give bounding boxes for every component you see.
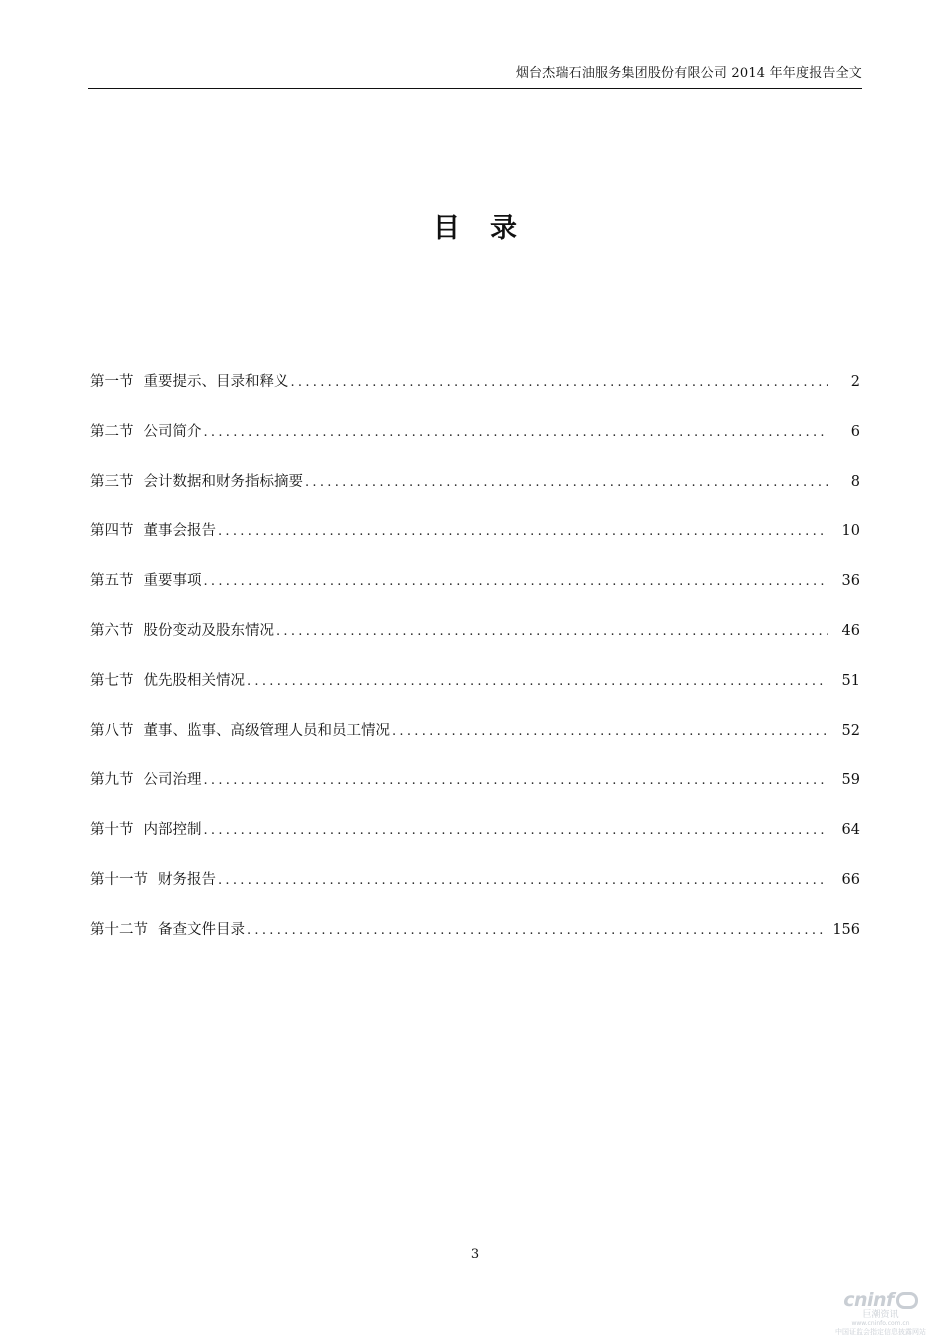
- toc-dot-leader: [247, 919, 826, 943]
- wave-icon: [896, 1292, 918, 1309]
- toc-section-title: 股份变动及股东情况: [143, 622, 274, 639]
- toc-section-title: 董事、监事、高级管理人员和员工情况: [143, 722, 390, 739]
- watermark-tagline: 中国证监会指定信息披露网站: [835, 1328, 926, 1336]
- toc-section-title: 备查文件目录: [158, 921, 245, 938]
- toc-section-number: 第二节: [90, 423, 134, 440]
- toc-page-number: 52: [841, 722, 860, 739]
- toc-page-number: 2: [850, 374, 860, 390]
- toc-page-number: 8: [850, 473, 860, 490]
- toc-dot-leader: [204, 769, 829, 793]
- toc-entry[interactable]: [90, 519, 860, 569]
- toc-section-number: 第十节: [90, 822, 134, 839]
- toc-dot-leader: [218, 520, 828, 544]
- toc-section-number: 第九节: [90, 772, 134, 789]
- toc-section-title: 会计数据和财务指标摘要: [143, 473, 303, 490]
- cninfo-watermark: [823, 1290, 938, 1340]
- running-header-text: 烟台杰瑞石油服务集团股份有限公司 2014 年年度报告全文: [515, 66, 862, 81]
- toc-page-number: 51: [841, 672, 860, 689]
- toc-section-title: 重要提示、目录和释义: [143, 374, 289, 390]
- running-header: [88, 62, 862, 89]
- toc-section-title: 财务报告: [158, 871, 216, 888]
- toc-page-number: 66: [841, 871, 860, 888]
- toc-section-title: 公司简介: [143, 423, 202, 440]
- toc-section-title: 重要事项: [143, 573, 202, 590]
- toc-page-number: 36: [841, 573, 860, 590]
- toc-page-number: 59: [841, 772, 860, 789]
- toc-dot-leader: [204, 819, 829, 843]
- toc-entry[interactable]: [90, 868, 860, 918]
- watermark-url: www.cninfo.com.cn: [851, 1320, 910, 1327]
- toc-page-number: 64: [841, 822, 860, 839]
- toc-entry[interactable]: [90, 569, 860, 619]
- toc-section-number: 第一节: [90, 374, 134, 390]
- toc-page-number: 46: [841, 622, 860, 639]
- toc-section-title: 内部控制: [143, 822, 202, 839]
- toc-dot-leader: [204, 570, 829, 594]
- toc-entry[interactable]: [90, 420, 860, 470]
- toc-section-number: 第三节: [90, 473, 134, 490]
- toc-dot-leader: [204, 421, 829, 445]
- toc-page-number: 6: [850, 423, 860, 440]
- toc-section-number: 第四节: [90, 523, 134, 540]
- toc-dot-leader: [291, 371, 829, 395]
- toc-section-number: 第七节: [90, 672, 134, 689]
- toc-page-number: 10: [841, 523, 860, 540]
- page-title: 目录: [433, 213, 547, 244]
- toc-section-number: 第十二节: [90, 921, 148, 938]
- cninfo-logo-icon: [823, 1290, 938, 1310]
- toc-dot-leader: [392, 720, 828, 744]
- toc-dot-leader: [247, 670, 828, 694]
- toc-dot-leader: [276, 620, 828, 644]
- toc-entry[interactable]: [90, 918, 860, 968]
- toc-section-number: 第八节: [90, 722, 134, 739]
- cninfo-logo-text: cninf: [843, 1289, 894, 1311]
- toc-entry[interactable]: [90, 818, 860, 868]
- watermark-name: 巨潮资讯: [862, 1310, 899, 1320]
- toc-entry[interactable]: [90, 619, 860, 669]
- toc-entry[interactable]: [90, 470, 860, 520]
- toc-section-title: 优先股相关情况: [143, 672, 245, 689]
- toc-section-number: 第五节: [90, 573, 134, 590]
- toc-entry[interactable]: [90, 669, 860, 719]
- toc-entry[interactable]: [90, 768, 860, 818]
- table-of-contents: [90, 370, 860, 968]
- toc-section-number: 第六节: [90, 622, 134, 639]
- toc-entry[interactable]: [90, 370, 860, 420]
- toc-page-number: 156: [832, 921, 860, 938]
- toc-entry[interactable]: [90, 719, 860, 769]
- page-number: 3: [470, 1247, 480, 1262]
- toc-section-title: 董事会报告: [143, 523, 216, 540]
- toc-section-title: 公司治理: [143, 772, 202, 789]
- toc-section-number: 第十一节: [90, 871, 148, 888]
- toc-dot-leader: [305, 471, 828, 495]
- toc-dot-leader: [218, 869, 828, 893]
